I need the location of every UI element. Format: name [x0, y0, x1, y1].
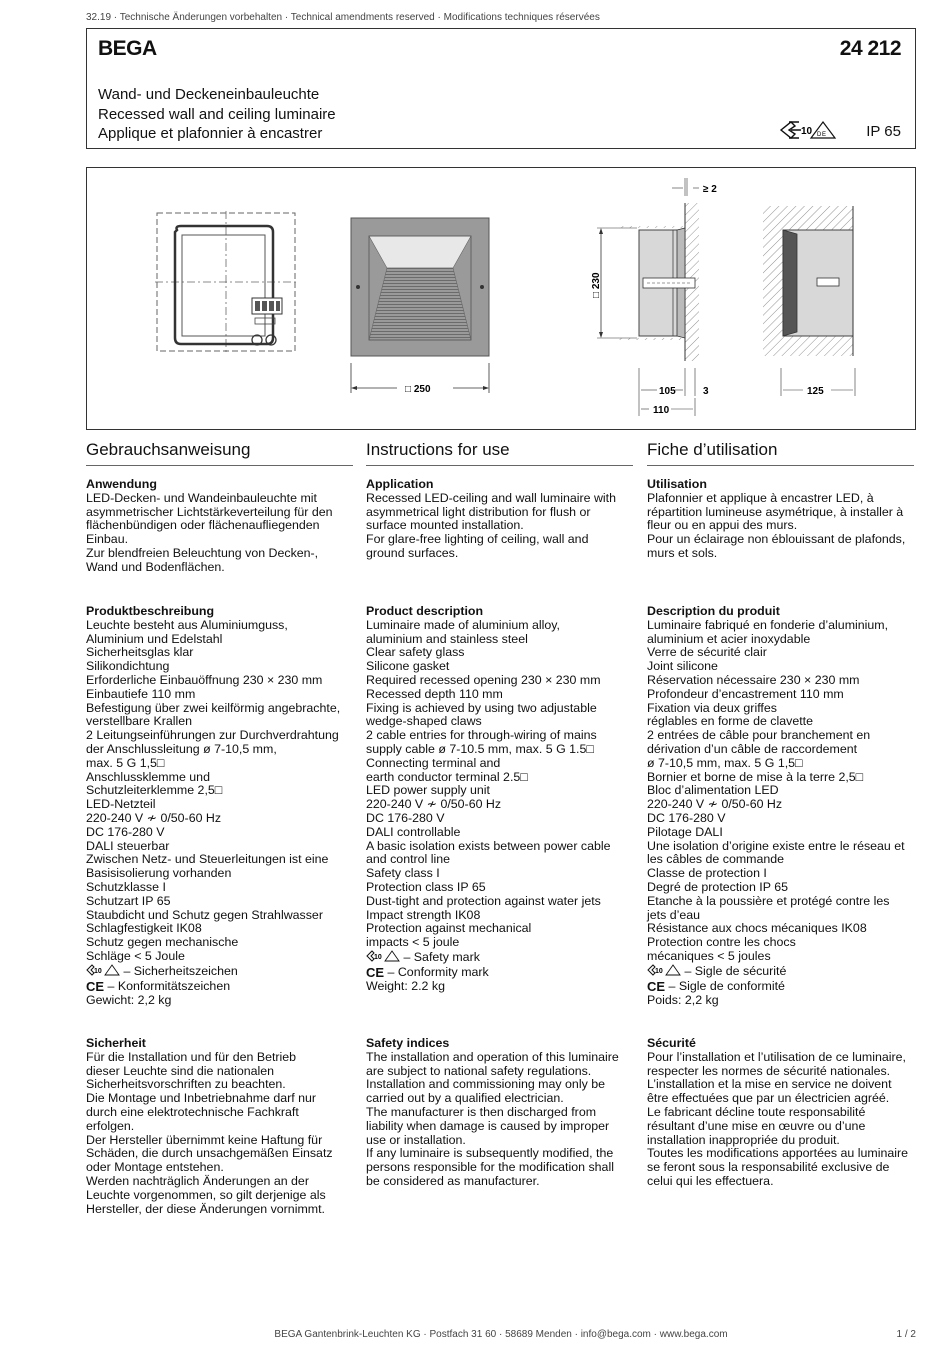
text-line: répartition lumineuse asymétrique, à installer à	[647, 504, 904, 519]
section-product-description	[366, 605, 633, 994]
ce-mark-line: CE – Sigle de conformité	[647, 978, 785, 994]
text-line: Clear safety glass	[366, 645, 465, 660]
text-line: use or installation.	[366, 1132, 466, 1147]
text-line: ø 7-10,5 mm, max. 5 G 1,5□	[647, 755, 803, 770]
enec-safety-mark-icon	[647, 964, 681, 980]
title-en: Recessed wall and ceiling luminaire	[98, 105, 336, 123]
text-line: durch eine elektrotechnische Fachkraft	[86, 1104, 299, 1119]
column-heading: Instructions for use	[366, 440, 633, 466]
text-line: The installation and operation of this luminaire	[366, 1049, 619, 1064]
ce-mark-icon: CE	[366, 964, 385, 980]
section-title: Description du produit	[647, 604, 780, 618]
front-view-drawing	[351, 218, 489, 395]
text-line: LED-Netzteil	[86, 797, 156, 812]
text-line: Profondeur d’encastrement 110 mm	[647, 686, 844, 701]
text-line: and control line	[366, 852, 451, 867]
text-line: jets d’eau	[647, 907, 701, 922]
text-line: murs et sols.	[647, 545, 718, 560]
text-line: der Anschlussleitung ø 7-10,5 mm,	[86, 741, 277, 756]
text-line: respecter les normes de sécurité nationales.	[647, 1063, 891, 1078]
text-line: Réservation nécessaire 230 × 230 mm	[647, 672, 860, 687]
dim-gap-label: ≥ 2	[703, 184, 717, 195]
text-line: se feront sous la responsabilité exclusive de	[647, 1160, 890, 1175]
rear-view-drawing	[155, 211, 297, 353]
text-line: liability when damage is caused by improper	[366, 1118, 610, 1133]
text-line: Aluminium und Edelstahl	[86, 631, 223, 646]
safety-mark-line: 10 – Sigle de sécurité	[647, 964, 914, 980]
text-line: Pour un éclairage non éblouissant de plafonds,	[647, 532, 906, 547]
text-line: Basisisolierung vorhanden	[86, 866, 232, 881]
section-lines	[86, 492, 353, 575]
text-line: Joint silicone	[647, 659, 718, 674]
text-line: DC 176-280 V	[366, 810, 445, 825]
text-line: Leuchte besteht aus Aluminiumguss,	[86, 617, 288, 632]
top-section-drawing	[763, 206, 855, 397]
text-line: Schlagfestigkeit IK08	[86, 921, 202, 936]
text-line: persons responsible for the modification shall	[366, 1160, 614, 1175]
weight: Weight: 2.2 kg	[366, 978, 445, 993]
text-line: Connecting terminal and	[366, 755, 501, 770]
text-line: Pilotage DALI	[647, 824, 723, 839]
section-safety	[366, 1037, 633, 1189]
svg-text:10: 10	[94, 967, 102, 975]
text-line: Befestigung über zwei keilförmig angebrachte,	[86, 700, 341, 715]
dim-125-label: 125	[807, 386, 824, 397]
text-line: Für die Installation und für den Betrieb	[86, 1049, 297, 1064]
text-line: Zwischen Netz- und Steuerleitungen ist eine	[86, 852, 329, 867]
text-line: surface mounted installation.	[366, 518, 524, 533]
text-line: Schläge < 5 Joule	[86, 948, 185, 963]
dim-110-label: 110	[653, 405, 670, 416]
text-line: 2 entrées de câble pour branchement en	[647, 728, 871, 743]
text-line: Degré de protection IP 65	[647, 879, 788, 894]
text-line: 220-240 V ≁ 0/50-60 Hz	[86, 810, 222, 825]
weight: Poids: 2,2 kg	[647, 992, 719, 1007]
text-line: Dust-tight and protection against water jets	[366, 893, 601, 908]
section-lines	[647, 492, 914, 561]
text-line: For glare-free lighting of ceiling, wall and	[366, 532, 589, 547]
text-line: asymmetrical light distribution for flush or	[366, 504, 591, 519]
text-line: les câbles de commande	[647, 852, 785, 867]
section-title: Safety indices	[366, 1036, 450, 1050]
text-line: aluminium et acier inoxydable	[647, 631, 811, 646]
column-de	[86, 440, 353, 1216]
text-line: Luminaire made of aluminium alloy,	[366, 617, 560, 632]
section-application	[366, 478, 633, 561]
section-safety	[647, 1037, 914, 1189]
svg-text:10: 10	[655, 967, 663, 975]
text-line: Protection against mechanical	[366, 921, 532, 936]
technical-drawings	[86, 167, 916, 430]
text-line: verstellbare Krallen	[86, 714, 193, 729]
text-line: Die Montage und Inbetriebnahme darf nur	[86, 1091, 317, 1106]
text-line: dieser Leuchte sind die nationalen	[86, 1063, 275, 1078]
title-fr: Applique et plafonnier à encastrer	[98, 125, 323, 142]
text-line: Schutzart IP 65	[86, 893, 171, 908]
drawing-canvas	[87, 168, 917, 431]
dim-105-label: 105	[659, 386, 676, 397]
title-de: Wand- und Deckeneinbauleuchte	[98, 86, 320, 103]
text-line: Plafonnier et applique à encastrer LED, à	[647, 490, 874, 505]
text-line: flächenbündigen oder flächenaufliegenden	[86, 518, 320, 533]
text-line: être effectuées que par un électricien agréé.	[647, 1091, 890, 1106]
text-line: Schutz gegen mechanische	[86, 935, 239, 950]
text-line: earth conductor terminal 2.5□	[366, 769, 528, 784]
text-line: 2 Leitungseinführungen zur Durchverdrahtung	[86, 728, 339, 743]
text-line: Résistance aux chocs mécaniques IK08	[647, 921, 867, 936]
section-title: Product description	[366, 604, 484, 618]
header-box	[86, 28, 916, 149]
footer-address: BEGA Gantenbrink-Leuchten KG · Postfach 31 60 · 58689 Menden · info@bega.com · www.bega.com	[274, 1329, 728, 1340]
brand-logo: BEGA	[98, 37, 157, 60]
text-line: 220-240 V ≁ 0/50-60 Hz	[366, 797, 502, 812]
page-number: 1 / 2	[896, 1329, 916, 1340]
text-line: ground surfaces.	[366, 545, 459, 560]
section-product-description	[647, 605, 914, 1007]
section-lines	[86, 1051, 353, 1217]
text-line: Une isolation d’origine existe entre le réseau et	[647, 838, 905, 853]
weight: Gewicht: 2,2 kg	[86, 992, 172, 1007]
dim-3-label: 3	[703, 386, 709, 397]
certification-marks	[779, 120, 843, 145]
text-line: LED-Decken- und Wandeinbauleuchte mit	[86, 490, 317, 505]
text-line: Le fabricant décline toute responsabilité	[647, 1104, 866, 1119]
section-title: Sécurité	[647, 1036, 696, 1050]
text-line: DC 176-280 V	[647, 810, 726, 825]
text-line: installation inappropriée du produit.	[647, 1132, 840, 1147]
text-line: Bloc d’alimentation LED	[647, 783, 779, 798]
text-line: Wand und Bodenflächen.	[86, 559, 225, 574]
enec-safety-mark-icon	[366, 950, 400, 966]
text-line: Einbautiefe 110 mm	[86, 686, 196, 701]
svg-text:D: D	[817, 132, 822, 138]
svg-text:10: 10	[374, 953, 382, 961]
section-lines	[86, 619, 353, 964]
text-line: oder Montage entstehen.	[86, 1160, 224, 1175]
text-line: Sicherheitsvorschriften zu beachten.	[86, 1077, 286, 1092]
svg-text:E: E	[822, 132, 827, 138]
text-line: Erforderliche Einbauöffnung 230 × 230 mm	[86, 672, 323, 687]
text-line: are subject to national safety regulations.	[366, 1063, 592, 1078]
text-line: DC 176-280 V	[86, 824, 165, 839]
section-lines	[647, 619, 914, 964]
text-line: Recessed LED-ceiling and wall luminaire with	[366, 490, 616, 505]
text-line: Impact strength IK08	[366, 907, 481, 922]
text-line: Werden nachträglich Änderungen an der	[86, 1173, 309, 1188]
section-title: Application	[366, 477, 434, 491]
section-title: Sicherheit	[86, 1036, 146, 1050]
text-line: Toutes les modifications apportées au luminaire	[647, 1146, 909, 1161]
article-number: 24 212	[839, 37, 901, 60]
text-line: A basic isolation exists between power cable	[366, 838, 611, 853]
dim-230-label: □ 230	[591, 272, 602, 298]
column-heading: Gebrauchsanweisung	[86, 440, 353, 466]
product-titles	[98, 85, 336, 144]
text-line: If any luminaire is subsequently modified, the	[366, 1146, 614, 1161]
dim-250-label: □ 250	[405, 384, 431, 395]
ip-rating: IP 65	[866, 123, 901, 140]
text-line: Einbau.	[86, 532, 129, 547]
text-line: DALI steuerbar	[86, 838, 170, 853]
text-line: 220-240 V ≁ 0/50-60 Hz	[647, 797, 783, 812]
ce-mark-icon: CE	[647, 978, 666, 994]
text-line: Anschlussklemme und	[86, 769, 210, 784]
text-line: Sicherheitsglas klar	[86, 645, 194, 660]
text-line: asymmetrischer Lichtstärkeverteilung für den	[86, 504, 333, 519]
section-lines	[366, 492, 633, 561]
text-line: Staubdicht und Schutz gegen Strahlwasser	[86, 907, 323, 922]
text-line: Schutzklasse I	[86, 879, 166, 894]
text-line: be considered as manufacturer.	[366, 1173, 540, 1188]
section-title: Utilisation	[647, 477, 707, 491]
text-line: dérivation d’un câble de raccordement	[647, 741, 858, 756]
section-title: Produktbeschreibung	[86, 604, 215, 618]
text-line: résultant d’une mise en œuvre ou d’une	[647, 1118, 866, 1133]
ce-mark-line: CE – Conformity mark	[366, 964, 489, 980]
text-line: Required recessed opening 230 × 230 mm	[366, 672, 601, 687]
text-line: Silicone gasket	[366, 659, 450, 674]
text-line: carried out by a qualified electrician.	[366, 1091, 564, 1106]
text-line: Fixing is achieved by using two adjustable	[366, 700, 597, 715]
text-line: Der Hersteller übernimmt keine Haftung für	[86, 1132, 323, 1147]
text-line: Leuchte vorgenommen, so gilt derjenige als	[86, 1187, 326, 1202]
ce-mark-icon: CE	[86, 978, 105, 994]
side-section-drawing	[591, 178, 717, 416]
enec-safety-mark-icon	[86, 964, 120, 980]
text-line: Luminaire fabriqué en fonderie d’aluminium,	[647, 617, 889, 632]
text-line: Bornier et borne de mise à la terre 2,5□	[647, 769, 864, 784]
section-safety	[86, 1037, 353, 1216]
section-lines	[647, 1051, 914, 1189]
text-line: mécaniques < 5 joules	[647, 948, 771, 963]
text-line: max. 5 G 1,5□	[86, 755, 165, 770]
text-line: supply cable ø 7-10.5 mm, max. 5 G 1.5□	[366, 741, 594, 756]
text-line: erfolgen.	[86, 1118, 135, 1133]
text-line: fleur ou en appui des murs.	[647, 518, 798, 533]
text-line: Pour l’installation et l’utilisation de ce luminaire,	[647, 1049, 906, 1064]
column-en	[366, 440, 633, 1188]
safety-mark-line: 10 – Sicherheitszeichen	[86, 964, 353, 980]
section-product-description	[86, 605, 353, 1007]
text-line: Verre de sécurité clair	[647, 645, 767, 660]
text-line: Schäden, die durch unsachgemäßen Einsatz	[86, 1146, 333, 1161]
text-line: réglables en forme de clavette	[647, 714, 813, 729]
svg-text:10: 10	[801, 126, 813, 137]
text-line: aluminium and stainless steel	[366, 631, 528, 646]
column-heading: Fiche d’utilisation	[647, 440, 914, 466]
text-line: Installation and commissioning may only be	[366, 1077, 605, 1092]
section-lines	[366, 1051, 633, 1189]
enec-safety-mark-icon	[779, 120, 843, 140]
text-line: Schutzleiterklemme 2,5□	[86, 783, 223, 798]
text-line: Safety class I	[366, 866, 440, 881]
text-line: L’installation et la mise en service ne doivent	[647, 1077, 892, 1092]
text-line: Silikondichtung	[86, 659, 170, 674]
text-line: Protection contre les chocs	[647, 935, 796, 950]
text-line: celui qui les effectuera.	[647, 1173, 774, 1188]
text-line: impacts < 5 joule	[366, 935, 460, 950]
section-application	[647, 478, 914, 561]
safety-mark-line: 10 – Safety mark	[366, 950, 633, 966]
column-fr	[647, 440, 914, 1188]
text-line: wedge-shaped claws	[366, 714, 482, 729]
text-line: Etanche à la poussière et protégé contre les	[647, 893, 890, 908]
top-note: 32.19 · Technische Änderungen vorbehalten · Technical amendments reserved · Modifications techniques réservées	[86, 12, 600, 23]
text-line: 2 cable entries for through-wiring of mains	[366, 728, 597, 743]
section-title: Anwendung	[86, 477, 157, 491]
ce-mark-line: CE – Konformitätszeichen	[86, 978, 231, 994]
text-line: Fixation via deux griffes	[647, 700, 777, 715]
text-line: DALI controllable	[366, 824, 461, 839]
text-line: Hersteller, der diese Änderungen vornimmt.	[86, 1201, 325, 1216]
section-application	[86, 478, 353, 575]
text-line: Zur blendfreien Beleuchtung von Decken-,	[86, 545, 319, 560]
text-line: Classe de protection I	[647, 866, 767, 881]
section-lines	[366, 619, 633, 950]
text-line: Protection class IP 65	[366, 879, 486, 894]
text-line: LED power supply unit	[366, 783, 490, 798]
text-line: The manufacturer is then discharged from	[366, 1104, 597, 1119]
text-line: Recessed depth 110 mm	[366, 686, 503, 701]
